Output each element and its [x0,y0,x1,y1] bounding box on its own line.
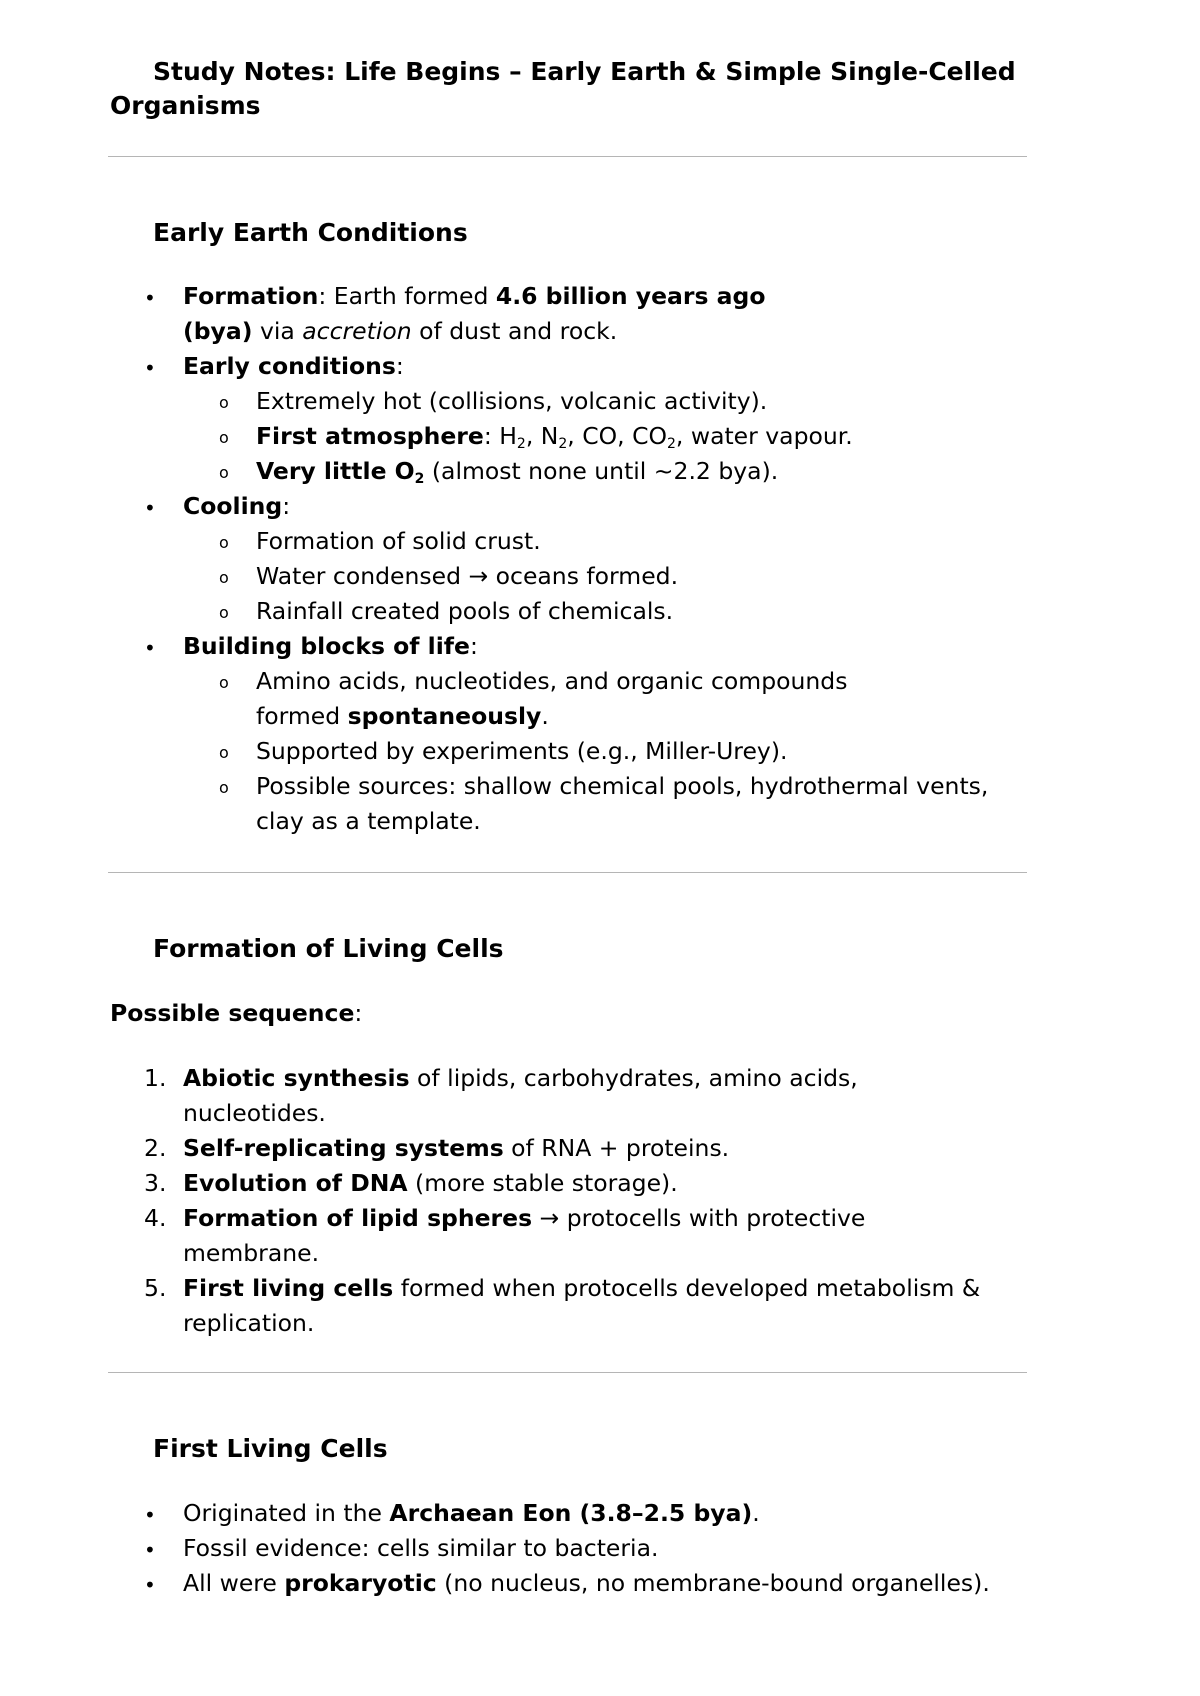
sequence-step-continued: replication. [183,1309,315,1337]
bullet-marker: • [144,1573,156,1597]
sub-bullet-marker: o [219,743,229,762]
sub-item-rainfall: Rainfall created pools of chemicals. [256,597,674,625]
divider [108,156,1027,157]
list-item-prokaryotic: All were prokaryotic (no nucleus, no membrane-bound organelles). [183,1569,990,1597]
sub-item-sources: Possible sources: shallow chemical pools, hydrothermal vents, [256,772,989,800]
bullet-marker: • [144,496,156,520]
sub-item-first-atmosphere: First atmosphere: $H_2$, $N_2$, CO, $CO_2$, water vapour. [256,422,853,452]
sub-bullet-marker: o [219,673,229,692]
sub-bullet-marker: o [219,533,229,552]
page-title-continued: Organisms [110,91,261,120]
sub-bullet-marker: o [219,428,229,447]
bullet-marker: • [144,356,156,380]
sub-item-experiments: Supported by experiments (e.g., Miller-Urey). [256,737,788,765]
step-number: 3. [144,1169,167,1197]
divider [108,872,1027,873]
sub-item-sources-continued: clay as a template. [256,807,481,835]
list-item-fossil-evidence: Fossil evidence: cells similar to bacteria. [183,1534,659,1562]
list-item-formation: Formation: Earth formed 4.6 billion years ago [183,282,766,310]
possible-sequence-label: Possible sequence: [110,999,363,1027]
step-number: 1. [144,1064,167,1092]
sub-item-amino-acids: Amino acids, nucleotides, and organic compounds [256,667,848,695]
sequence-step-continued: nucleotides. [183,1099,326,1127]
sub-item-hot: Extremely hot (collisions, volcanic activity). [256,387,768,415]
list-item-formation-continued: (bya) via accretion of dust and rock. [183,317,618,345]
list-item-building-blocks: Building blocks of life: [183,632,478,660]
sequence-step: Self-replicating systems of RNA + proteins. [183,1134,730,1162]
sub-bullet-marker: o [219,463,229,482]
bullet-marker: • [144,1538,156,1562]
bullet-marker: • [144,636,156,660]
sequence-step: Evolution of DNA (more stable storage). [183,1169,678,1197]
bullet-marker: • [144,1503,156,1527]
bullet-marker: • [144,286,156,310]
section-heading-first-living-cells: First Living Cells [153,1434,388,1463]
sub-bullet-marker: o [219,568,229,587]
step-number: 2. [144,1134,167,1162]
step-number: 5. [144,1274,167,1302]
sequence-step: First living cells formed when protocells developed metabolism & [183,1274,981,1302]
list-item-archaean: Originated in the Archaean Eon (3.8–2.5 bya). [183,1499,760,1527]
list-item-cooling: Cooling: [183,492,291,520]
list-item-early-conditions: Early conditions: [183,352,404,380]
sequence-step-continued: membrane. [183,1239,320,1267]
sub-item-little-oxygen: Very little $O_2$ (almost none until ~2.2 bya). [256,457,779,487]
sequence-step: Abiotic synthesis of lipids, carbohydrates, amino acids, [183,1064,858,1092]
section-heading-living-cells: Formation of Living Cells [153,934,504,963]
sub-bullet-marker: o [219,393,229,412]
sub-item-amino-acids-continued: formed spontaneously. [256,702,549,730]
step-number: 4. [144,1204,167,1232]
section-heading-early-earth: Early Earth Conditions [153,218,468,247]
sub-bullet-marker: o [219,778,229,797]
divider [108,1372,1027,1373]
sub-bullet-marker: o [219,603,229,622]
sequence-step: Formation of lipid spheres → protocells with protective [183,1204,866,1232]
sub-item-oceans: Water condensed → oceans formed. [256,562,679,590]
sub-item-crust: Formation of solid crust. [256,527,541,555]
page-title: Study Notes: Life Begins – Early Earth & Simple Single-Celled [153,57,1016,86]
